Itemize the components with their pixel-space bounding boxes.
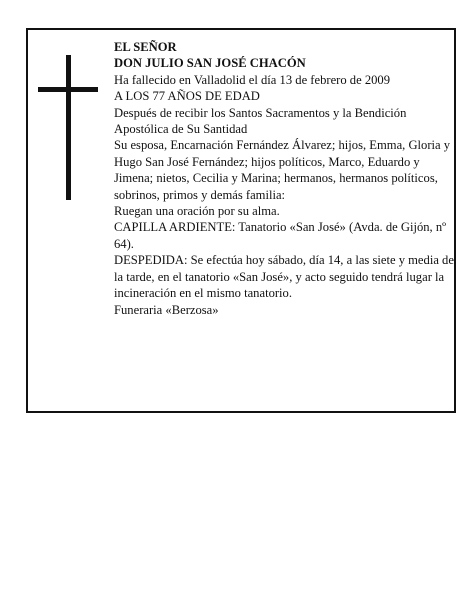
sacraments-statement: Después de recibir los Santos Sacramentos y la Bendición Apostólica de Su Santidad bbox=[114, 105, 407, 137]
farewell-details: DESPEDIDA: Se efectúa hoy sábado, día 14, a las siete y media de la tarde, en el tanatorio «San José», y acto seguido tendrá lugar la incineración en el mismo tanatorio. bbox=[114, 253, 454, 301]
cross-horizontal-bar bbox=[38, 87, 98, 92]
deceased-name: DON JULIO SAN JOSÉ CHACÓN bbox=[114, 56, 306, 71]
prayer-request: Ruegan una oración por su alma. bbox=[114, 204, 280, 219]
obituary-notice bbox=[26, 28, 456, 413]
title-line: EL SEÑOR bbox=[114, 40, 177, 54]
chapel-details: CAPILLA ARDIENTE: Tanatorio «San José» (Avda. de Gijón, nº 64). bbox=[114, 220, 447, 251]
obituary-text bbox=[114, 39, 454, 318]
age-statement: A LOS 77 AÑOS DE EDAD bbox=[114, 89, 260, 104]
family-list: Su esposa, Encarnación Fernández Álvarez; hijos, Emma, Gloria y Hugo San José Fernández; hijos políticos, Marco, Eduardo y Jimena; nietos, Cecilia y Marina; hermanos, hermanos políticos, sobrinos, primos y demás familia: bbox=[114, 138, 451, 202]
death-statement: Ha fallecido en Valladolid el día 13 de febrero de 2009 bbox=[114, 72, 391, 87]
funeral-home: Funeraria «Berzosa» bbox=[114, 302, 219, 317]
cross-vertical-bar bbox=[66, 55, 71, 200]
latin-cross-icon bbox=[38, 55, 98, 200]
